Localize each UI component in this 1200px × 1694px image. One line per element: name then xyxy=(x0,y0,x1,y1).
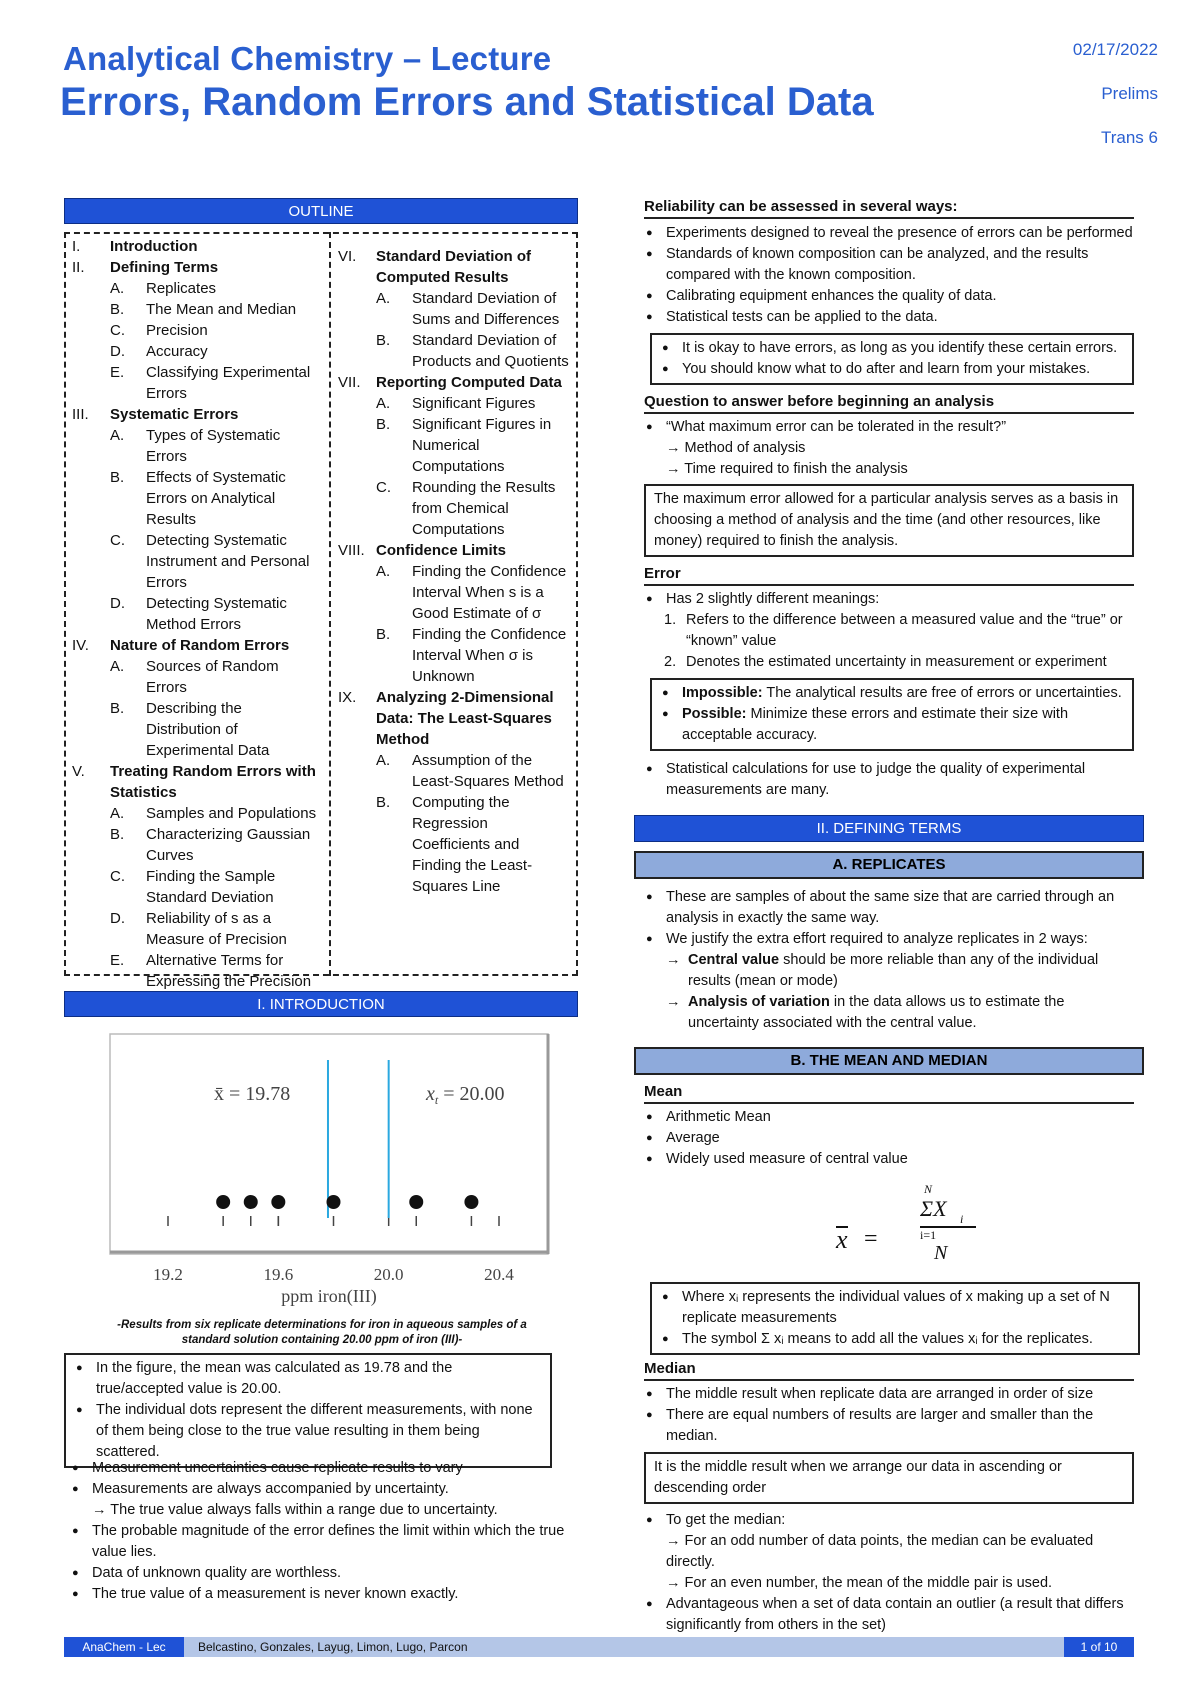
mean-note-item: ● Where xᵢ represents the individual values of x making up a set of N replicate measurements xyxy=(682,1287,1130,1329)
mean-section xyxy=(644,1083,1134,1170)
replicates-header: A. REPLICATES xyxy=(634,851,1144,879)
outline-subsection-title: Describing the Distribution of Experimental Data xyxy=(146,700,270,759)
replicates-arrow-text xyxy=(688,950,1134,992)
header-line1: Analytical Chemistry – Lecture xyxy=(63,40,552,77)
outline-section-title: Reporting Computed Data xyxy=(376,374,562,391)
error-meaning-text: Refers to the difference between a measured value and the “true” or “known” value xyxy=(686,612,1123,649)
outline-subsection xyxy=(72,824,320,866)
outline-subsection-title: Reliability of s as a Measure of Precision xyxy=(146,910,287,948)
intro-bullet-item xyxy=(92,1584,570,1605)
header-trans: Trans 6 xyxy=(1100,128,1158,147)
median-adv-item: ● Advantageous when a set of data contain an outlier (a result that differs significantly from others in the set) xyxy=(666,1594,1134,1636)
intro-boxed-item: ● The individual dots represent the different measurements, with none of them being close to the true value resulting in them being scattered. xyxy=(96,1400,542,1463)
outline-subsection-letter: C. xyxy=(110,532,125,549)
outline-subsection xyxy=(338,288,570,330)
outline-section-number: VII. xyxy=(338,374,361,391)
outline-section-title: Standard Deviation of Computed Results xyxy=(376,248,532,286)
replicates-arrow-label: Central value xyxy=(688,952,780,968)
outline-subsection xyxy=(72,299,320,320)
reliability-item: ● Experiments designed to reveal the presence of errors can be performed xyxy=(666,223,1134,244)
outline-subsection-letter: A. xyxy=(376,395,391,412)
mean-box-list xyxy=(660,1287,1130,1350)
outline-section-title: Confidence Limits xyxy=(376,542,507,559)
plot-frame xyxy=(110,1034,548,1254)
outline-subsection-letter: B. xyxy=(376,626,391,643)
data-point xyxy=(409,1195,423,1209)
outline-section-number: IV. xyxy=(72,637,89,654)
median-heading: Median xyxy=(644,1360,1134,1381)
outline-subsection-title: Standard Deviation of Sums and Differences xyxy=(412,290,560,328)
true-value-label: $x_t = 20.00$ xyxy=(426,1083,505,1107)
outline-section xyxy=(72,404,320,425)
error-bullet: ● Has 2 slightly different meanings: xyxy=(666,589,1134,610)
median-list xyxy=(644,1384,1134,1447)
footer-bar xyxy=(64,1637,1134,1657)
outline-subsection xyxy=(338,750,570,792)
question-arrow-1: → Method of analysis xyxy=(666,440,806,456)
median-adv-list xyxy=(644,1594,1134,1636)
outline-section xyxy=(72,761,320,803)
intro-bullet-arrow: → The true value always falls within a range due to uncertainty. xyxy=(92,1502,498,1518)
outline-subsection-letter: A. xyxy=(110,658,125,675)
outline-subsection-title: Finding the Sample Standard Deviation xyxy=(146,868,276,906)
x-tick-label: 20.4 xyxy=(484,1265,514,1284)
formula-lower-limit: i=1 xyxy=(920,1226,976,1243)
outline-subsection-title: Characterizing Gaussian Curves xyxy=(146,826,311,864)
question-list xyxy=(644,417,1134,438)
outline-section-number: II. xyxy=(72,259,85,276)
outline-subsection xyxy=(338,330,570,372)
data-point xyxy=(271,1195,285,1209)
outline-subsection-title: Sources of Random Errors xyxy=(146,658,279,696)
outline-subsection-letter: A. xyxy=(376,563,391,580)
intro-bullet-text: The true value of a measurement is never known exactly. xyxy=(92,1586,459,1602)
data-point xyxy=(327,1195,341,1209)
outline-subsection xyxy=(72,698,320,761)
data-point xyxy=(464,1195,478,1209)
outline-section-number: V. xyxy=(72,763,85,780)
error-meaning xyxy=(664,610,1134,652)
outline-subsection-letter: A. xyxy=(110,805,125,822)
reliability-box-list xyxy=(660,338,1124,380)
intro-bullet-text: Data of unknown quality are worthless. xyxy=(92,1565,342,1581)
intro-bullet-item xyxy=(92,1563,570,1584)
outline-subsection xyxy=(338,477,570,540)
outline-subsection-letter: A. xyxy=(376,752,391,769)
error-meaning-number: 2. xyxy=(664,654,677,670)
error-meaning-text: Denotes the estimated uncertainty in measurement or experiment xyxy=(686,654,1107,670)
footer-authors: Belcastino, Gonzales, Layug, Limon, Lugo, Parcon xyxy=(198,1640,468,1654)
reliability-item: ● Statistical tests can be applied to the data. xyxy=(666,307,1134,328)
outline-subsection-letter: E. xyxy=(110,952,125,969)
x-tick-label: 20.0 xyxy=(373,1265,404,1284)
replicates-arrows xyxy=(644,950,1134,1034)
outline-subsection-letter: B. xyxy=(110,469,125,486)
outline-section xyxy=(338,687,570,750)
outline-subsection-letter: A. xyxy=(110,427,125,444)
replicates-arrow-label: Analysis of variation xyxy=(688,994,830,1010)
intro-bullet-item xyxy=(92,1521,570,1563)
outline-subsection xyxy=(338,624,570,687)
footer-page: 1 of 10 xyxy=(1064,1637,1134,1657)
outline-subsection xyxy=(72,908,320,950)
outline-header: OUTLINE xyxy=(64,198,578,224)
outline-section-title: Systematic Errors xyxy=(110,406,239,423)
outline-subsection xyxy=(72,425,320,467)
footer-course: AnaChem - Lec xyxy=(64,1637,184,1657)
outline-subsection xyxy=(338,414,570,477)
iron-dot-plot xyxy=(84,1030,564,1315)
outline-subsection xyxy=(72,341,320,362)
error-meaning-number: 1. xyxy=(664,612,677,628)
outline-section xyxy=(72,236,320,257)
outline-subsection xyxy=(72,656,320,698)
error-note-box xyxy=(650,678,1134,751)
mean-item: ● Widely used measure of central value xyxy=(666,1149,1134,1170)
mean-item: ● Arithmetic Mean xyxy=(666,1107,1134,1128)
outline-subsection xyxy=(72,362,320,404)
error-note-label: Impossible: xyxy=(682,685,763,701)
error-note-label: Possible: xyxy=(682,706,747,722)
mean-heading: Mean xyxy=(644,1083,1134,1104)
outline-section-title: Introduction xyxy=(110,238,198,255)
outline-subsection xyxy=(338,393,570,414)
outline-subsection-letter: B. xyxy=(376,794,391,811)
reliability-note-item: ● It is okay to have errors, as long as you identify these certain errors. xyxy=(682,338,1124,359)
outline-section-title: Treating Random Errors with Statistics xyxy=(110,763,316,801)
outline-section xyxy=(72,257,320,278)
error-note-text: The analytical results are free of errors or uncertainties. xyxy=(762,685,1122,701)
intro-bullet-text: The probable magnitude of the error defines the limit within which the true value lies. xyxy=(92,1523,565,1560)
mean-item: ● Average xyxy=(666,1128,1134,1149)
outline-divider xyxy=(329,232,331,976)
intro-header: I. INTRODUCTION xyxy=(64,991,578,1017)
outline-section-title: Defining Terms xyxy=(110,259,219,276)
replicates-arrow-desc: in the data allows us to estimate the uncertainty associated with the central value. xyxy=(688,994,1065,1031)
error-box-list xyxy=(660,683,1124,746)
replicates-arrow xyxy=(644,992,1134,1034)
question-arrow-2: → Time required to finish the analysis xyxy=(666,461,908,477)
outline-subsection-title: Types of Systematic Errors xyxy=(146,427,281,465)
outline-section-title: Nature of Random Errors xyxy=(110,637,290,654)
replicates-list xyxy=(644,887,1134,950)
arrow-icon: → xyxy=(666,994,681,1010)
defining-terms-header: II. DEFINING TERMS xyxy=(634,815,1144,842)
replicates-arrow xyxy=(644,950,1134,992)
outline-subsection xyxy=(72,467,320,530)
question-item: ● “What maximum error can be tolerated in the result?” xyxy=(666,417,1134,438)
mean-note-item: ● The symbol Σ xᵢ means to add all the values xᵢ for the replicates. xyxy=(682,1329,1130,1350)
formula-denominator: N xyxy=(934,1242,948,1264)
outline-subsection-title: Classifying Experimental Errors xyxy=(146,364,311,402)
outline-subsection-letter: C. xyxy=(110,322,125,339)
median-item: ● The middle result when replicate data are arranged in order of size xyxy=(666,1384,1134,1405)
outline-left-column xyxy=(72,236,320,1013)
outline-subsection-title: Accuracy xyxy=(146,343,208,360)
outline-subsection-title: Samples and Populations xyxy=(146,805,317,822)
error-after-item: ● Statistical calculations for use to judge the quality of experimental measurements are many. xyxy=(666,759,1134,801)
error-note-item xyxy=(682,683,1124,704)
outline-subsection-title: Replicates xyxy=(146,280,217,297)
formula-upper-limit: N xyxy=(924,1182,933,1196)
outline-subsection-letter: B. xyxy=(376,416,391,433)
outline-section-number: III. xyxy=(72,406,89,423)
median-note-box: It is the middle result when we arrange our data in ascending or descending order xyxy=(644,1452,1134,1504)
x-tick-label: 19.6 xyxy=(263,1265,294,1284)
outline-subsection-letter: C. xyxy=(110,868,125,885)
question-note-box: The maximum error allowed for a particular analysis serves as a basis in choosing a method of analysis and the time (and other resources, like money) required to finish the analysis. xyxy=(644,484,1134,557)
replicates-arrow-desc: should be more reliable than any of the individual results (mean or mode) xyxy=(688,952,1099,989)
replicates-section xyxy=(644,887,1134,1034)
page-title: Errors, Random Errors and Statistical Data xyxy=(60,80,874,124)
mean-list xyxy=(644,1107,1134,1170)
error-note-item xyxy=(682,704,1124,746)
outline-section-number: I. xyxy=(72,238,81,255)
error-heading: Error xyxy=(644,565,1134,586)
median-item: ● There are equal numbers of results are larger and smaller than the median. xyxy=(666,1405,1134,1447)
outline-section-number: IX. xyxy=(338,689,357,706)
formula-equals: = xyxy=(864,1226,878,1252)
outline-subsection-title: Significant Figures in Numerical Computations xyxy=(412,416,552,475)
outline-subsection xyxy=(72,803,320,824)
outline-subsection-title: Finding the Confidence Interval When σ is Unknown xyxy=(412,626,567,685)
outline-subsection xyxy=(338,792,570,897)
outline-subsection-letter: C. xyxy=(376,479,391,496)
median-get-item: ● To get the median: xyxy=(666,1510,1134,1531)
x-tick-label: 19.2 xyxy=(153,1265,183,1284)
outline-section-number: VI. xyxy=(338,248,357,265)
outline-subsection-title: Computing the Regression Coefficients and Finding the Least-Squares Line xyxy=(412,794,533,895)
outline-subsection-letter: D. xyxy=(110,343,125,360)
header-term: Prelims xyxy=(1101,84,1158,103)
outline-subsection xyxy=(72,278,320,299)
outline-section xyxy=(338,540,570,561)
outline-subsection-letter: B. xyxy=(110,826,125,843)
header-date: 02/17/2022 xyxy=(1072,40,1158,59)
arrow-icon: → xyxy=(666,952,681,968)
outline-subsection-letter: E. xyxy=(110,364,125,381)
outline-subsection-letter: B. xyxy=(376,332,391,349)
outline-subsection-title: Standard Deviation of Products and Quotients xyxy=(412,332,569,370)
outline-subsection xyxy=(72,530,320,593)
intro-bullet-item xyxy=(92,1458,570,1479)
outline-subsection-title: Finding the Confidence Interval When s is a Good Estimate of σ xyxy=(412,563,567,622)
mean-formula xyxy=(836,1182,976,1272)
outline-subsection-title: Detecting Systematic Method Errors xyxy=(146,595,287,633)
error-note-text: Minimize these errors and estimate their size with acceptable accuracy. xyxy=(682,706,1069,743)
outline-subsection-letter: B. xyxy=(110,301,125,318)
reliability-heading: Reliability can be assessed in several ways: xyxy=(644,198,1134,219)
outline-subsection-letter: B. xyxy=(110,700,125,717)
figure-caption: -Results from six replicate determinations for iron in aqueous samples of a standard solution containing 20.00 ppm of iron (III)- xyxy=(117,1319,527,1346)
intro-boxed-note xyxy=(64,1353,552,1468)
outline-subsection-title: Significant Figures xyxy=(412,395,536,412)
reliability-list xyxy=(644,223,1134,328)
mean-label: x̄ = 19.78 xyxy=(214,1083,291,1105)
outline-subsection-title: Rounding the Results from Chemical Computations xyxy=(412,479,556,538)
replicates-item: ● These are samples of about the same size that are carried through an analysis in exactly the same way. xyxy=(666,887,1134,929)
outline-subsection-title: Precision xyxy=(146,322,208,339)
intro-boxed-list xyxy=(74,1358,542,1463)
right-column xyxy=(644,198,1134,801)
question-heading: Question to answer before beginning an analysis xyxy=(644,393,1134,414)
reliability-note-item: ● You should know what to do after and learn from your mistakes. xyxy=(682,359,1124,380)
error-after-list xyxy=(644,759,1134,801)
outline-subsection-title: Assumption of the Least-Squares Method xyxy=(412,752,564,790)
median-arrow-odd: → For an odd number of data points, the median can be evaluated directly. xyxy=(666,1533,1094,1570)
outline-subsection-letter: D. xyxy=(110,910,125,927)
intro-bullets xyxy=(70,1458,570,1605)
outline-section-number: VIII. xyxy=(338,542,365,559)
error-list xyxy=(644,589,1134,610)
outline-subsection-title: The Mean and Median xyxy=(146,301,297,318)
median-section xyxy=(644,1360,1134,1636)
outline-subsection-letter: A. xyxy=(110,280,125,297)
error-meaning xyxy=(664,652,1134,673)
median-arrow-even: → For an even number, the mean of the middle pair is used. xyxy=(666,1575,1053,1591)
outline-section xyxy=(72,635,320,656)
replicates-item: ● We justify the extra effort required to analyze replicates in 2 ways: xyxy=(666,929,1134,950)
outline-section xyxy=(338,246,570,288)
outline-subsection xyxy=(338,561,570,624)
data-point xyxy=(244,1195,258,1209)
outline-right-column xyxy=(338,246,570,897)
intro-boxed-item: ● In the figure, the mean was calculated as 19.78 and the true/accepted value is 20.00. xyxy=(96,1358,542,1400)
reliability-item: ● Calibrating equipment enhances the quality of data. xyxy=(666,286,1134,307)
formula-index: i xyxy=(960,1212,964,1226)
outline-section xyxy=(338,372,570,393)
x-axis-label: ppm iron(III) xyxy=(281,1286,377,1306)
outline-subsection xyxy=(72,593,320,635)
intro-bullet-list xyxy=(70,1458,570,1605)
outline-subsection xyxy=(72,320,320,341)
data-point xyxy=(216,1195,230,1209)
outline-subsection-letter: A. xyxy=(376,290,391,307)
replicates-arrow-text xyxy=(688,992,1134,1034)
outline-subsection xyxy=(72,866,320,908)
intro-bullet-item xyxy=(92,1479,570,1521)
intro-bullet-text: Measurements are always accompanied by uncertainty. xyxy=(92,1481,449,1497)
mean-median-header: B. THE MEAN AND MEDIAN xyxy=(634,1047,1144,1075)
reliability-note-box xyxy=(650,333,1134,385)
outline-subsection-title: Effects of Systematic Errors on Analytical Results xyxy=(146,469,286,528)
error-meanings xyxy=(644,610,1134,673)
median-get-list xyxy=(644,1510,1134,1531)
outline-section-title: Analyzing 2-Dimensional Data: The Least-Squares Method xyxy=(376,689,554,748)
outline-subsection-title: Detecting Systematic Instrument and Personal Errors xyxy=(146,532,310,591)
formula-sum: ΣX xyxy=(920,1196,947,1221)
mean-note-box xyxy=(650,1282,1140,1355)
intro-bullet-text: Measurement uncertainties cause replicate results to vary xyxy=(92,1460,463,1476)
outline-subsection-letter: D. xyxy=(110,595,125,612)
reliability-item: ● Standards of known composition can be analyzed, and the results compared with the known composition. xyxy=(666,244,1134,286)
outline-subsection-title: Alternative Terms for Expressing the Precision xyxy=(146,952,312,990)
formula-x-bar: x xyxy=(836,1225,848,1254)
